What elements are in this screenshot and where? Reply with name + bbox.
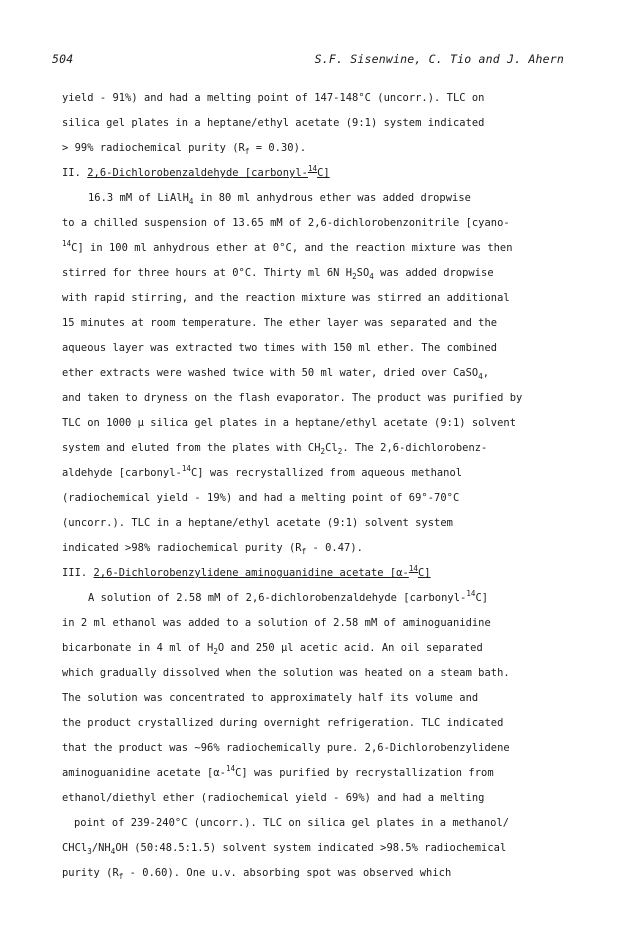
body-line: which gradually dissolved when the solution was heated on a steam bath. (62, 667, 510, 679)
body-line: The solution was concentrated to approximately half its volume and (62, 692, 479, 704)
body-line: bicarbonate in 4 ml of $H_2O$ and 250 µl acetic acid. An oil separated (62, 642, 483, 656)
body-line: 16.3 mM of LiAlH$_4$ in 80 ml anhydrous ether was added dropwise (88, 192, 471, 206)
body-line: aqueous layer was extracted two times with 150 ml ether. The combined (62, 342, 498, 354)
body-line: with rapid stirring, and the reaction mixture was stirred an additional (62, 292, 510, 304)
body-line: aldehyde [carbonyl-$^{14}$C] was recrystallized from aqueous methanol (62, 464, 463, 479)
body-line: yield - 91%) and had a melting point of 147-148°C (uncorr.). TLC on (62, 92, 485, 104)
body-line: (radiochemical yield - 19%) and had a melting point of 69°-70°C (62, 492, 460, 504)
body-line: (uncorr.). TLC in a heptane/ethyl acetate (9:1) solvent system (62, 517, 453, 529)
body-line: the product crystallized during overnight refrigeration. TLC indicated (62, 717, 504, 729)
body-line: 15 minutes at room temperature. The ether layer was separated and the (62, 317, 498, 329)
body-line: purity $(R_f - 0.60)$. One u.v. absorbing spot was observed which (62, 867, 452, 881)
body-line: ether extracts were washed twice with 50 ml water, dried over CaSO$_4$, (62, 367, 490, 381)
body-line: silica gel plates in a heptane/ethyl acetate (9:1) system indicated (62, 117, 485, 129)
body-line: $^{14}$C] in 100 ml anhydrous ether at 0°C, and the reaction mixture was then (62, 239, 513, 254)
section-heading-iii: III. 2,6-Dichlorobenzylidene aminoguanidine acetate [α-$^{14}$C] (62, 564, 431, 579)
body-line: > 99% radiochemical purity $(R_f = 0.30)$. (62, 142, 307, 156)
running-header-authors: S.F. Sisenwine, C. Tio and J. Ahern (314, 52, 564, 66)
body-line: $CHCl_3/NH_4OH$ (50:48.5:1.5) solvent system indicated >98.5% radiochemical (62, 842, 507, 856)
body-line: point of 239-240°C (uncorr.). TLC on silica gel plates in a methanol/ (74, 817, 510, 829)
body-line: stirred for three hours at 0°C. Thirty ml 6N $H_2SO_4$ was added dropwise (62, 267, 494, 281)
body-line: system and eluted from the plates with $CH_2Cl_2$. The 2,6-dichlorobenz- (62, 442, 488, 456)
body-line: indicated >98% radiochemical purity $(R_f - 0.47)$. (62, 542, 363, 556)
section-heading-ii: II. 2,6-Dichlorobenzaldehyde [carbonyl-$^{14}$C] (62, 164, 330, 179)
body-line: to a chilled suspension of 13.65 mM of 2,6-dichlorobenzonitrile [cyano- (62, 217, 510, 229)
body-line: that the product was ~96% radiochemically pure. 2,6-Dichlorobenzylidene (62, 742, 510, 754)
section-title: 2,6-Dichlorobenzylidene aminoguanidine acetate [α- (93, 567, 409, 579)
body-line: ethanol/diethyl ether (radiochemical yield - 69%) and had a melting (62, 792, 485, 804)
body-line: and taken to dryness on the flash evaporator. The product was purified by (62, 392, 523, 404)
body-line: A solution of 2.58 mM of 2,6-dichlorobenzaldehyde [carbonyl-$^{14}$C] (88, 589, 489, 604)
body-line: TLC on 1000 µ silica gel plates in a heptane/ethyl acetate (9:1) solvent (62, 417, 517, 429)
section-title: 2,6-Dichlorobenzaldehyde [carbonyl- (87, 167, 308, 179)
body-line: in 2 ml ethanol was added to a solution of 2.58 mM of aminoguanidine (62, 617, 491, 629)
body-line: aminoguanidine acetate [α-$^{14}$C] was purified by recrystallization from (62, 764, 494, 779)
page-number: 504 (52, 52, 74, 66)
